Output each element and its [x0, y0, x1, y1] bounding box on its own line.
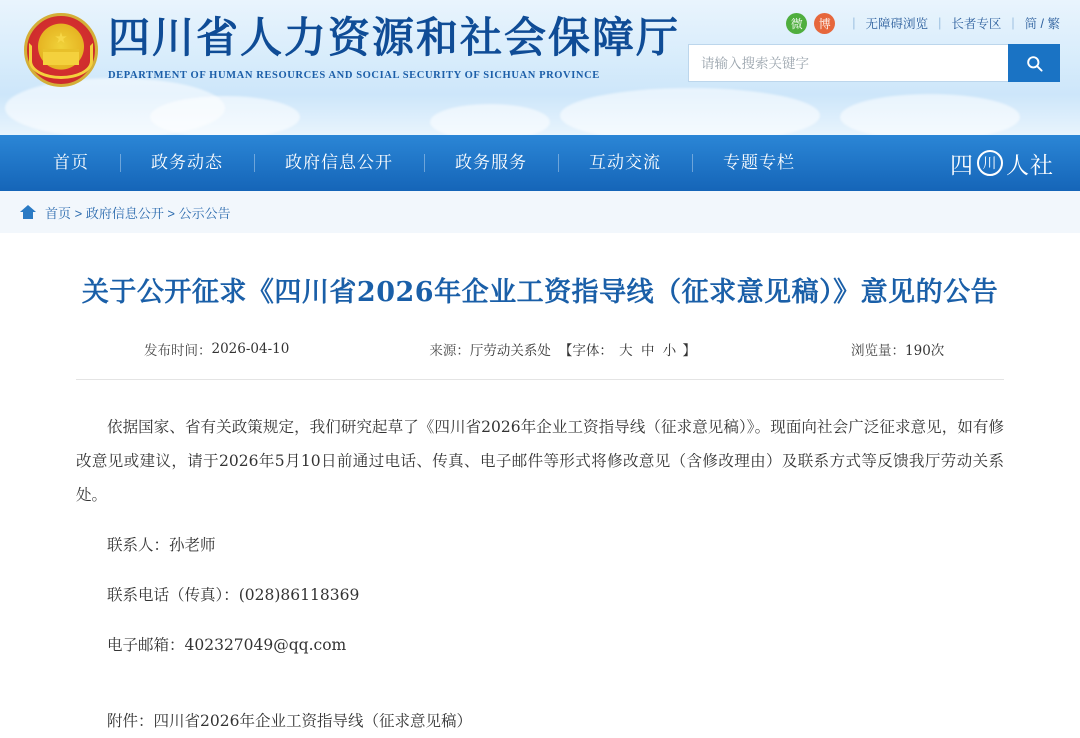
nav-brand-right: 人社 — [1006, 152, 1054, 179]
publish-time-value: 2026-04-10 — [211, 341, 290, 357]
nav-brand-left: 四 — [950, 152, 974, 179]
utility-divider: | — [1011, 16, 1015, 30]
contact-email: 电子邮箱：402327049@qq.com — [107, 636, 347, 654]
site-title-en: DEPARTMENT OF HUMAN RESOURCES AND SOCIAL SECURITY OF SICHUAN PROVINCE — [108, 70, 600, 81]
font-size-large[interactable]: 大 — [619, 343, 633, 359]
site-title-block — [108, 12, 680, 81]
nav-item-home[interactable]: 首页 — [53, 153, 89, 172]
search-icon — [1025, 54, 1044, 73]
nav-brand-circle: 川 — [977, 150, 1003, 176]
font-size-small[interactable]: 小 — [662, 343, 677, 359]
utility-bar — [786, 12, 1060, 34]
font-size-suffix: 】 — [682, 343, 697, 359]
nav-item-information-disclosure[interactable]: 政府信息公开 — [254, 152, 424, 174]
cloud-decoration — [150, 96, 300, 135]
attachment-link[interactable]: 附件：四川省2026年企业工资指导线（征求意见稿） — [107, 712, 472, 730]
emblem-gate — [43, 49, 79, 65]
nav-brand-logo — [950, 147, 1054, 180]
utility-divider: | — [938, 16, 942, 30]
national-emblem-icon — [24, 13, 98, 87]
article-meta — [76, 339, 1004, 359]
accessibility-link[interactable]: 无障碍浏览 — [865, 17, 929, 31]
views-label: 浏览量： — [851, 343, 906, 359]
wechat-icon[interactable]: 微 — [786, 13, 807, 34]
elderly-zone-link[interactable]: 长者专区 — [951, 17, 1002, 31]
contact-phone: 联系电话（传真）：(028)86118369 — [107, 586, 360, 604]
cloud-decoration — [840, 94, 1020, 135]
article-paragraph: 依据国家、省有关政策规定，我们研究起草了《四川省2026年企业工资指导线（征求意见稿）》。现面向社会广泛征求意见，如有修改意见或建议，请于2026年5月10日前通过电话、传真、电子邮件等形式将修改意见（含修改理由）及联系方式等反馈我厅劳动关系处。 — [76, 418, 1004, 504]
publish-time-label: 发布时间： — [144, 343, 212, 359]
contact-person: 联系人：孙老师 — [107, 536, 216, 554]
site-header — [0, 0, 1080, 135]
language-toggle-link[interactable]: 简 / 繁 — [1024, 17, 1060, 31]
source-label: 来源： — [429, 343, 470, 359]
site-title-cn: 四川省人力资源和社会保障厅 — [108, 13, 681, 62]
article-body — [76, 410, 1004, 662]
utility-divider: | — [852, 16, 856, 30]
weibo-icon[interactable]: 博 — [814, 13, 835, 34]
search-button[interactable] — [1008, 44, 1060, 82]
source-value: 厅劳动关系处 — [469, 343, 551, 359]
cloud-decoration — [560, 88, 820, 135]
emblem-star: ★ — [54, 30, 68, 47]
nav-item-interaction[interactable]: 互动交流 — [558, 152, 692, 174]
views-value: 190次 — [905, 343, 945, 359]
meta-divider — [76, 379, 1004, 380]
article-card — [24, 233, 1056, 738]
page-title: 关于公开征求《四川省2026年企业工资指导线（征求意见稿）》意见的公告 — [81, 277, 999, 308]
home-icon[interactable] — [20, 205, 36, 219]
main-navigation — [0, 135, 1080, 191]
search-box — [688, 44, 1060, 82]
cloud-decoration — [430, 104, 550, 135]
nav-item-special-columns[interactable]: 专题专栏 — [692, 152, 826, 174]
nav-item-government-news[interactable]: 政务动态 — [120, 152, 254, 174]
nav-item-government-services[interactable]: 政务服务 — [424, 152, 558, 174]
font-size-label: 【字体： — [558, 343, 613, 359]
font-size-medium[interactable]: 中 — [640, 343, 655, 359]
breadcrumb-text[interactable]: 首页 > 政府信息公开 > 公示公告 — [45, 205, 231, 221]
font-size-control — [559, 339, 696, 359]
breadcrumb — [0, 191, 1080, 233]
search-input[interactable] — [688, 44, 1008, 82]
home-icon-body — [23, 211, 33, 219]
